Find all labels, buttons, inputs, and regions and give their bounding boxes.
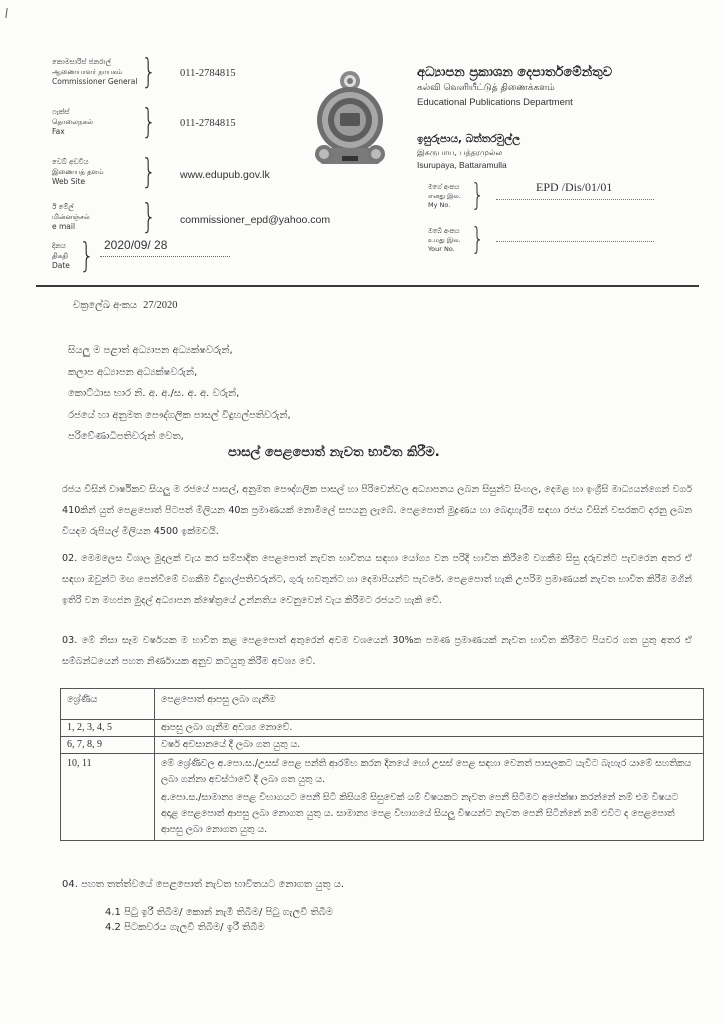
website-link[interactable]: www.edupub.gov.lk <box>180 169 270 181</box>
my-number-field <box>428 178 724 223</box>
brace-icon: } <box>141 52 157 92</box>
label-si: මගේ අංකය <box>428 183 460 191</box>
section-4-list <box>105 906 333 935</box>
label-en: e mail <box>52 222 76 231</box>
paragraph-3: 03. මේ නිසා සෑම වර්ෂයක ම භාවිත කළ පෙළපොත් අතුරෙන් අවම වශයෙන් 30%ක පමණ ප්‍රමාණයක් නැවත භාවිත කිරීමට පියවර ගත යුතු අතර ඒ සම්බන්ධයෙන් පහත නිර්ණායක අනුව කටයුතු කිරීම අවශ්‍ය වේ. <box>62 635 692 667</box>
date-underline <box>100 256 230 257</box>
your-number-field <box>428 222 724 267</box>
my-number-underline <box>496 199 654 200</box>
addressee-list <box>68 340 291 448</box>
addressee-line: පරිවේණාධිපතිවරුන් වෙත, <box>68 431 184 442</box>
contact-email <box>52 197 352 243</box>
label-ta: தொலைநகல் <box>52 117 93 126</box>
header-divider <box>36 285 699 287</box>
label-en: Date <box>52 261 70 270</box>
return-cell: වර්ෂ අවසානයේ දී ලබා ගත යුතු ය. <box>155 737 704 754</box>
label-si: ඊ මේල් <box>52 203 74 211</box>
header-return: පෙළපොත් ආපසු ලබා ගැනීම <box>155 689 704 720</box>
org-name-sinhala: අධ්‍යාපන ප්‍රකාශන දෙපාර්තමේන්තුව <box>417 65 613 80</box>
header-grade: ශ්‍රේණිය <box>61 689 155 720</box>
fax-number: 011-2784815 <box>180 118 236 129</box>
label-ta: இணையத் தளம் <box>52 167 104 176</box>
brace-icon: } <box>79 236 95 276</box>
sri-lanka-emblem-icon <box>310 68 390 170</box>
label-si: ඔබේ අංකය <box>428 227 460 235</box>
contact-commissioner <box>52 52 352 98</box>
label-en: My No. <box>428 201 451 209</box>
address-sinhala: ඉසුරුපාය, බත්තරමුල්ල <box>417 133 521 145</box>
label-si: ෆැක්ස් <box>52 108 70 116</box>
scan-artifact <box>5 8 7 18</box>
paragraph-2: 02. මෙමලෙස විශාල මුදලක් වැය කර සම්පාදිත පෙළපොත් නැවත භාවිතය සඳහා යෝග්‍ය වන පරිදි භාවිත කිරීමේ වගකීම සිසු දරුවන්ට පැවරෙන අතර ඒ සඳහා ඔවුන්ට මඟ පෙන්වීමේ වගකීම විදුහල්පතිවරුන්ට, ගුරු භවතුන්ට හා දෙමාපියන්ට පැවරේ. පෙළපොත් හැකි උපරිම ප්‍රමාණයක් නැවත භාවිත කිරීම මගින් ඉතිරි වන මහජන මුදල් අධ්‍යාපන ක්ෂේත්‍රයේ උන්නතිය වෙනුවෙන් වැය කිරීමට රජයට හැකි වේ. <box>62 553 692 606</box>
table-row <box>61 737 704 754</box>
label-en: Web Site <box>52 177 86 186</box>
grade-cell: 6, 7, 8, 9 <box>61 737 155 754</box>
return-cell: ආපසු ලබා ගැනීම අවශ්‍ය නොවේ. <box>155 720 704 737</box>
section-4-heading: 04. පහත තත්ත්වයේ පෙළපොත් නැවත භාවිතයට නොගත යුතු ය. <box>62 879 345 890</box>
address-english: Isurupaya, Battaramulla <box>417 160 507 170</box>
label-si: වෙබ් අඩවිය <box>52 158 89 166</box>
contact-date <box>52 236 352 282</box>
return-text: අ.පො.ස./සාමාන්‍ය පෙළ විභාගයට පෙනී සිටි කිසියම් සිසුවෙක් යම් විෂයකට නැවත පෙනී සිටීමට අපේක්ෂා කරන්නේ නම් එම විෂයට අදාළ පෙළපොත් ආපසු ලබා නොගත යුතු ය. සාමාන්‍ය පෙළ විභාගයේ සියලු විෂයන්ට නැවත පෙනී සිටින්නේ නම් එවිට ද පෙළපොත් ආපසු ලබා නොගත යුතු ය. <box>161 792 679 835</box>
addressee-line: රජයේ හා අනුමත පෞද්ගලික පාසල් විදුහල්පතිවරුන්, <box>68 409 291 421</box>
label-ta: உமது இல. <box>428 236 461 244</box>
commissioner-phone: 011-2784815 <box>180 68 236 79</box>
textbook-return-table <box>60 688 704 841</box>
label-en: Your No. <box>428 245 455 253</box>
contact-fax <box>52 102 352 148</box>
address-tamil: இசுருபாய, பத்தரமுல்ல <box>417 148 503 157</box>
letter-subject: පාසල් පෙළපොත් නැවත භාවිත කිරීම. <box>228 445 440 460</box>
organization-address <box>417 133 717 170</box>
contact-website <box>52 152 352 198</box>
circular-label: චක්‍රලේඛ අංකය <box>73 300 138 311</box>
my-number-value: EPD /Dis/01/01 <box>536 180 613 194</box>
brace-icon: } <box>141 197 157 237</box>
grade-cell: 10, 11 <box>61 754 155 841</box>
your-number-underline <box>496 241 654 242</box>
list-item: 4.1 පිටු ඉරී තිබීම/ කොන් නැමී තිබීම/ පිටු ගැලවී තිබීම <box>105 907 334 918</box>
table-header-row <box>61 689 704 720</box>
label-en: Commissioner General <box>52 77 138 86</box>
table-row <box>61 754 704 841</box>
label-si: කොමසාරිස් ජනරාල් <box>52 58 111 66</box>
label-ta: எனது இல. <box>428 192 461 200</box>
addressee-line: සියලු ම පළාත් අධ්‍යාපන අධ්‍යක්ෂවරුන්, <box>68 345 233 356</box>
brace-icon: } <box>141 102 157 142</box>
label-si: දිනය <box>52 242 66 250</box>
brace-icon: } <box>141 152 157 192</box>
organization-name <box>417 65 717 108</box>
brace-icon: } <box>470 178 485 213</box>
addressee-line: කලාප අධ්‍යාපන අධ්‍යක්ෂවරුන්, <box>68 366 198 378</box>
label-ta: ஆணையாளர் நாயகம் <box>52 67 123 76</box>
date-value: 2020/09/ 28 <box>104 238 168 252</box>
addressee-line: කොට්ඨාස භාර නි. අ. අ./ස. අ. අ. වරුන්, <box>68 388 240 399</box>
grade-cell: 1, 2, 3, 4, 5 <box>61 720 155 737</box>
label-en: Fax <box>52 127 65 136</box>
label-ta: மின்னஞ்சல் <box>52 212 90 221</box>
list-item: 4.2 පිටකවරය ගැලවී තිබීම/ ඉරී තිබීම <box>105 921 265 933</box>
circular-number-value: 27/2020 <box>143 300 178 311</box>
label-ta: திகதி <box>52 251 68 260</box>
return-cell <box>155 754 704 841</box>
table-row <box>61 720 704 737</box>
email-link[interactable]: commissioner_epd@yahoo.com <box>180 214 331 226</box>
paragraph-1: රජය විසින් වාර්ෂිකව සියලු ම රජයේ පාසල්, අනුමත පෞද්ගලික පාසල් හා පිරිවෙන්වල අධ්‍යාපනය ලබන සිසුන්ට සිංහල, දෙමළ හා ඉංග්‍රීසි මාධ්‍යයන්ගෙන් වර්ග 410කින් යුත් පෙළපොත් පිටපත් මිලියන 40ක ප්‍රමාණයක් නොමිලේ සපයනු ලැබේ. පෙළපොත් මුද්‍රණය හා බෙදාහැරීම සඳහා රජය විසින් වසරකට දරනු ලබන වියදම රුපියල් මිලියන 4500 ඉක්මවයි. <box>62 484 692 537</box>
org-name-english: Educational Publications Department <box>417 97 573 108</box>
circular-number <box>73 300 178 311</box>
org-name-tamil: கல்வி வெளியீட்டுத் திணைக்களம் <box>417 83 555 93</box>
return-text: මේ ශ්‍රේණිවල අ.පො.ස./උසස් පෙළ පන්ති ආරම්භ කරන දිනයේ හෝ උසස් පෙළ සඳහා වෙනත් පාසලකට යැවීට බැහැර යාමේ සහතිකය ලබා ගන්නා අවස්ථාවේ දී ලබා ගත යුතු ය. <box>161 758 692 785</box>
brace-icon: } <box>470 222 485 257</box>
